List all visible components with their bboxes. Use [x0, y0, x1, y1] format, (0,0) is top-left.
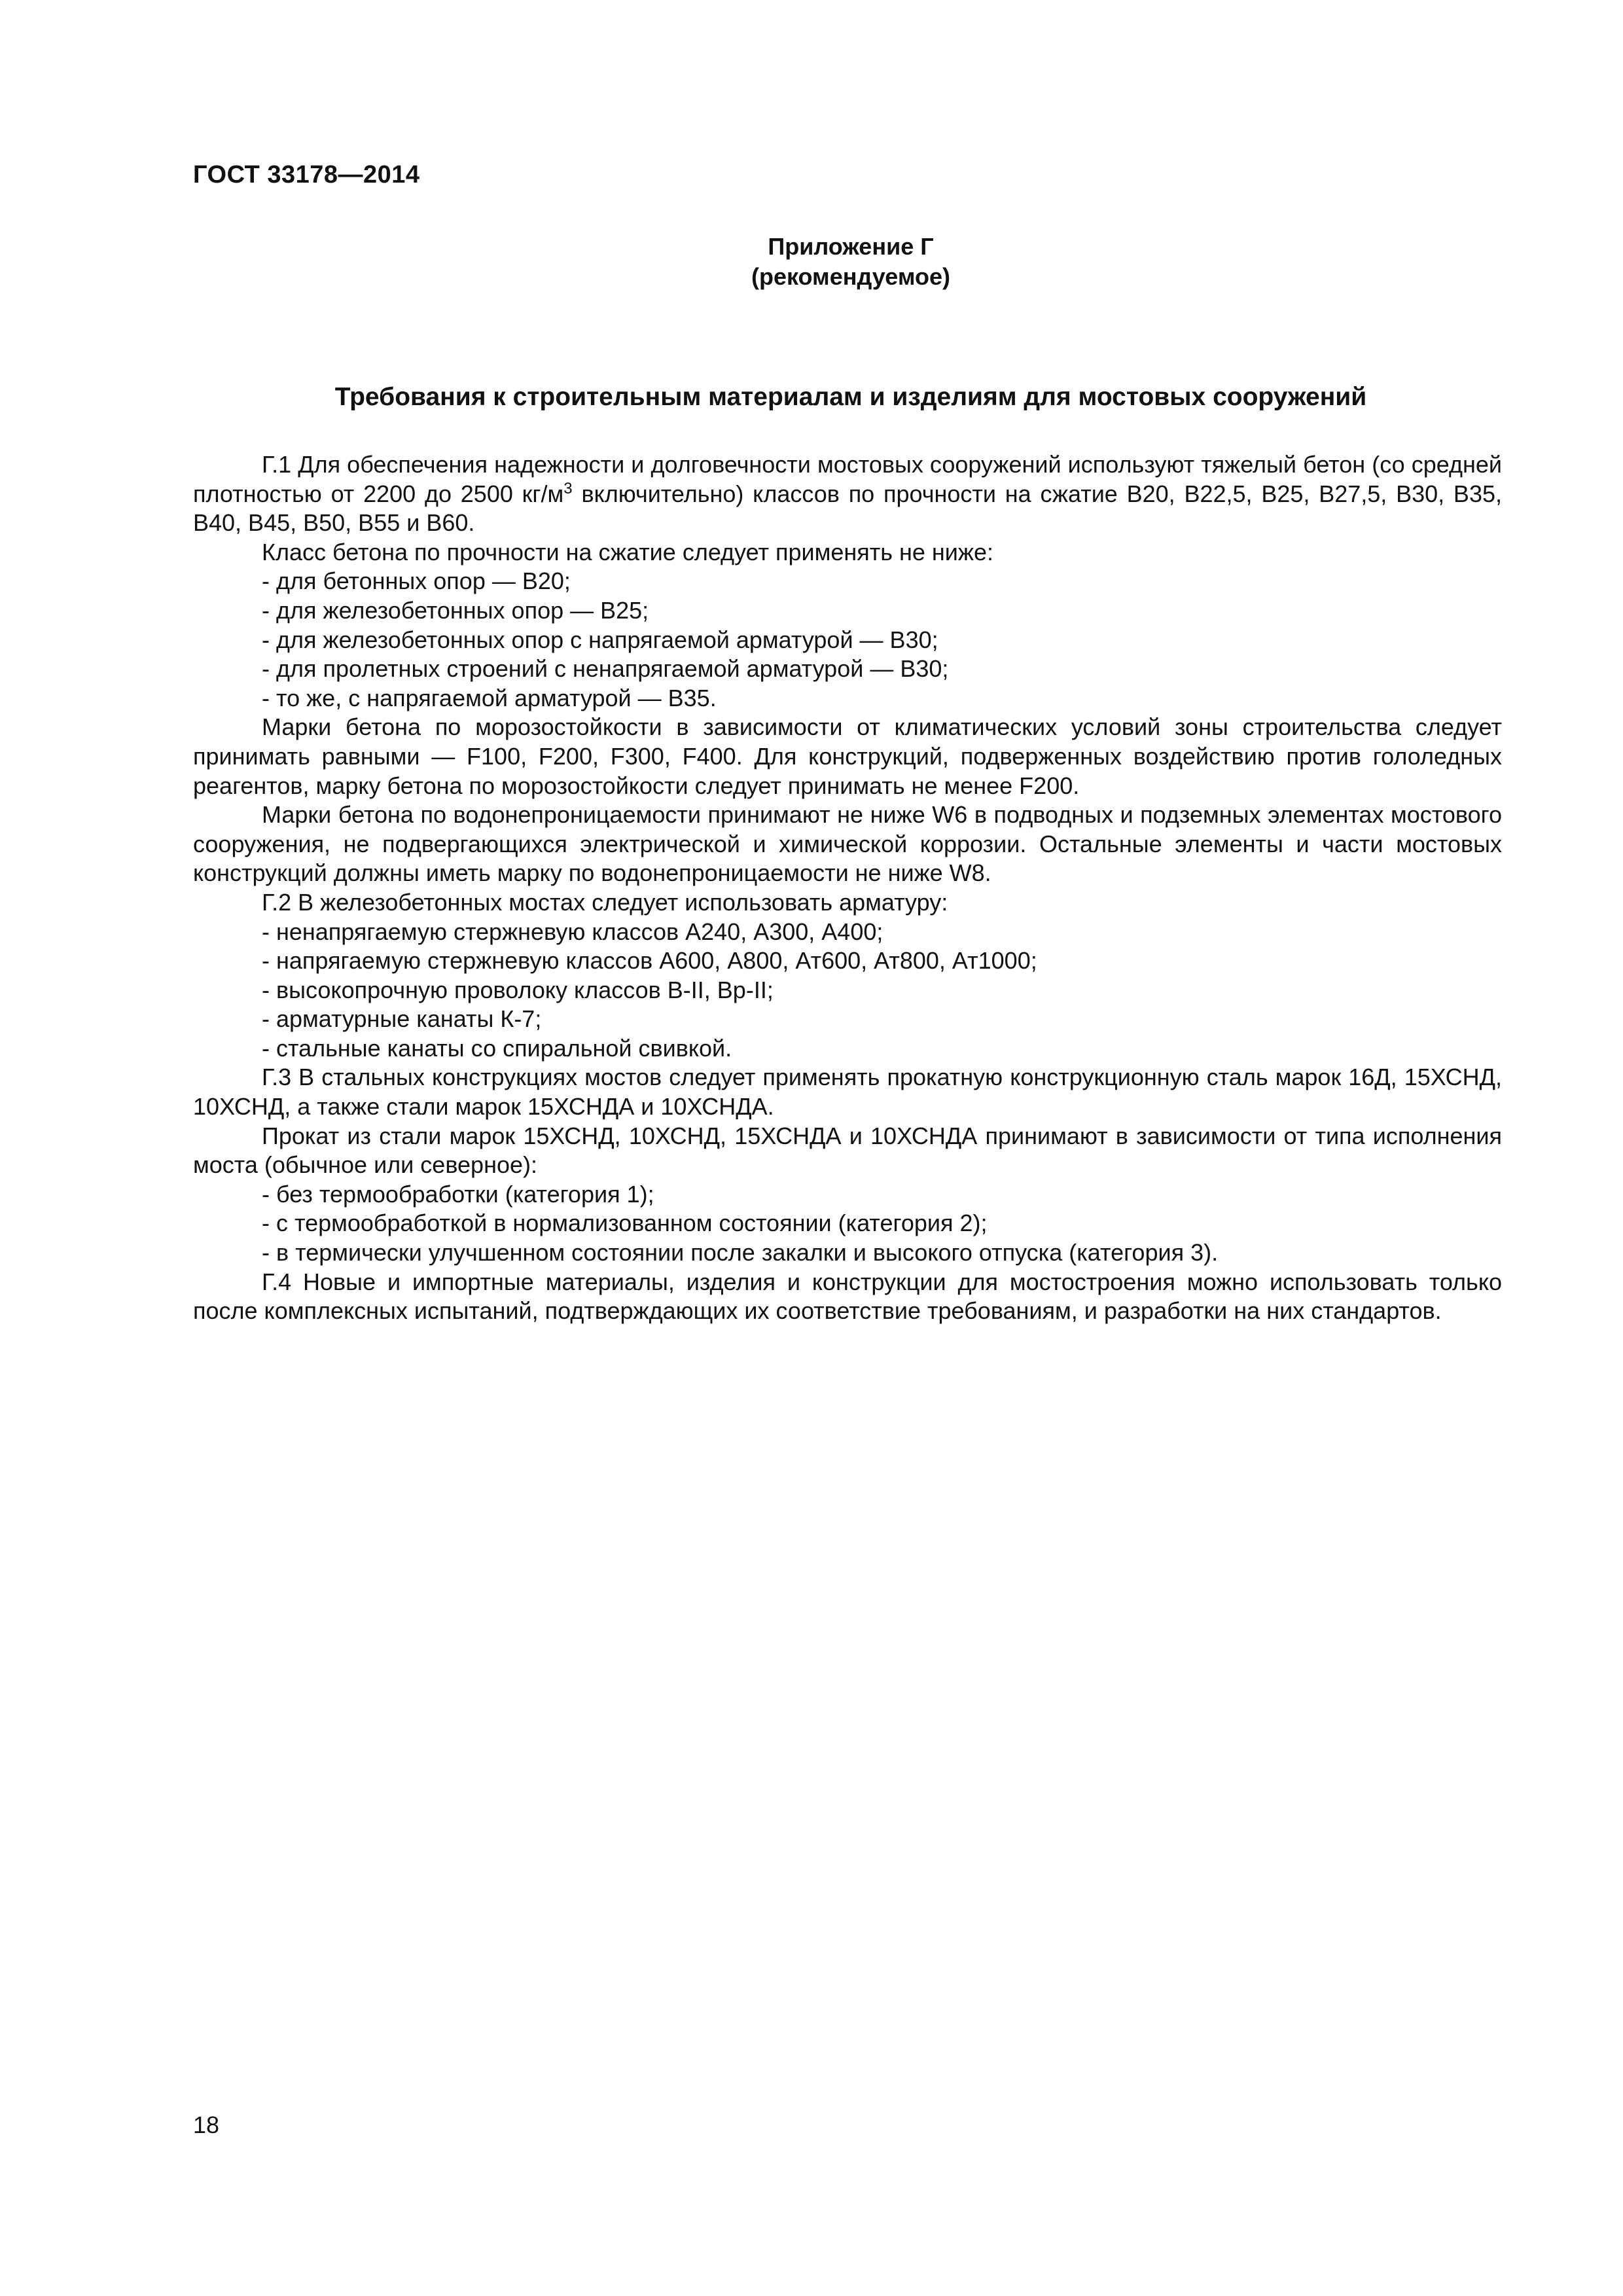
appendix-subtitle: (рекомендуемое): [751, 263, 950, 290]
paragraph: Прокат из стали марок 15ХСНД, 10ХСНД, 15ХСНДА и 10ХСНДА принимают в зависимости от типа исполнения моста (обычное или северное):: [193, 1122, 1502, 1179]
list-item: - ненапрягаемую стержневую классов А240, А300, А400;: [262, 918, 883, 945]
paragraph-g2: Г.2 В железобетонных мостах следует использовать арматуру:: [262, 888, 948, 916]
appendix-title: Приложение Г: [768, 233, 934, 260]
list-item: - арматурные канаты К-7;: [262, 1005, 542, 1033]
paragraph: Класс бетона по прочности на сжатие следует применять не ниже:: [262, 538, 993, 565]
list-item: - с термообработкой в нормализованном состоянии (категория 2);: [262, 1210, 988, 1237]
list-item: - высокопрочную проволоку классов В-II, Вр-II;: [262, 976, 774, 1003]
list-item: - стальные канаты со спиральной свивкой.: [262, 1034, 732, 1062]
list-item: - для пролетных строений с ненапрягаемой арматурой — B30;: [262, 655, 949, 683]
document-id: ГОСТ 33178—2014: [193, 161, 420, 188]
paragraph-g4: Г.4 Новые и импортные материалы, изделия и конструкции для мостостроения можно использовать только после комплексных испытаний, подтверждающих их соответствие требованиям, и разработки на них стандартов.: [193, 1268, 1502, 1325]
paragraph: Марки бетона по морозостойкости в зависимости от климатических условий зоны строительства следует принимать равными — F100, F200, F300, F400. Для конструкций, подверженных воздействию против гололедных реагентов, марку бетона по морозостойкости следует принимать не менее F200.: [193, 713, 1502, 799]
paragraph: Марки бетона по водонепроницаемости принимают не ниже W6 в подводных и подземных элементах мостового сооружения, не подвергающихся электрической и химической коррозии. Остальные элементы и части мостовых конструкций должны иметь марку по водонепроницаемости не ниже W8.: [193, 801, 1502, 887]
section-title: Требования к строительным материалам и изделиям для мостовых сооружений: [334, 383, 1367, 411]
list-item: - для железобетонных опор — B25;: [262, 596, 649, 624]
list-item: - для железобетонных опор с напрягаемой арматурой — B30;: [262, 626, 938, 653]
list-item: - напрягаемую стержневую классов А600, А800, Ат600, Ат800, Ат1000;: [262, 947, 1037, 975]
superscript: 3: [563, 479, 573, 497]
paragraph-text: Г.1 Для обеспечения надежности и долговечности мостовых сооружений используют тяжелый бетон (со средней плотностью от 2200 до 2500 кг/м: [193, 451, 1502, 507]
paragraph-g1: [193, 450, 1502, 538]
list-item: - без термообработки (категория 1);: [262, 1180, 654, 1208]
paragraph-g3: Г.3 В стальных конструкциях мостов следует применять прокатную конструкционную сталь марок 16Д, 15ХСНД, 10ХСНД, а также стали марок 15ХСНДА и 10ХСНДА.: [193, 1064, 1502, 1121]
list-item: - для бетонных опор — B20;: [262, 567, 571, 595]
paragraph-text: включительно) классов по прочности на сжатие B20, B22,5, B25, B27,5, B30, B35, B40, B45, B50, B55 и B60.: [193, 480, 1502, 537]
list-item: - то же, с напрягаемой арматурой — B35.: [262, 684, 717, 711]
list-item: - в термически улучшенном состоянии после закалки и высокого отпуска (категория 3).: [262, 1239, 1219, 1266]
body-text: [193, 450, 1502, 1326]
page-number: 18: [193, 2111, 220, 2138]
